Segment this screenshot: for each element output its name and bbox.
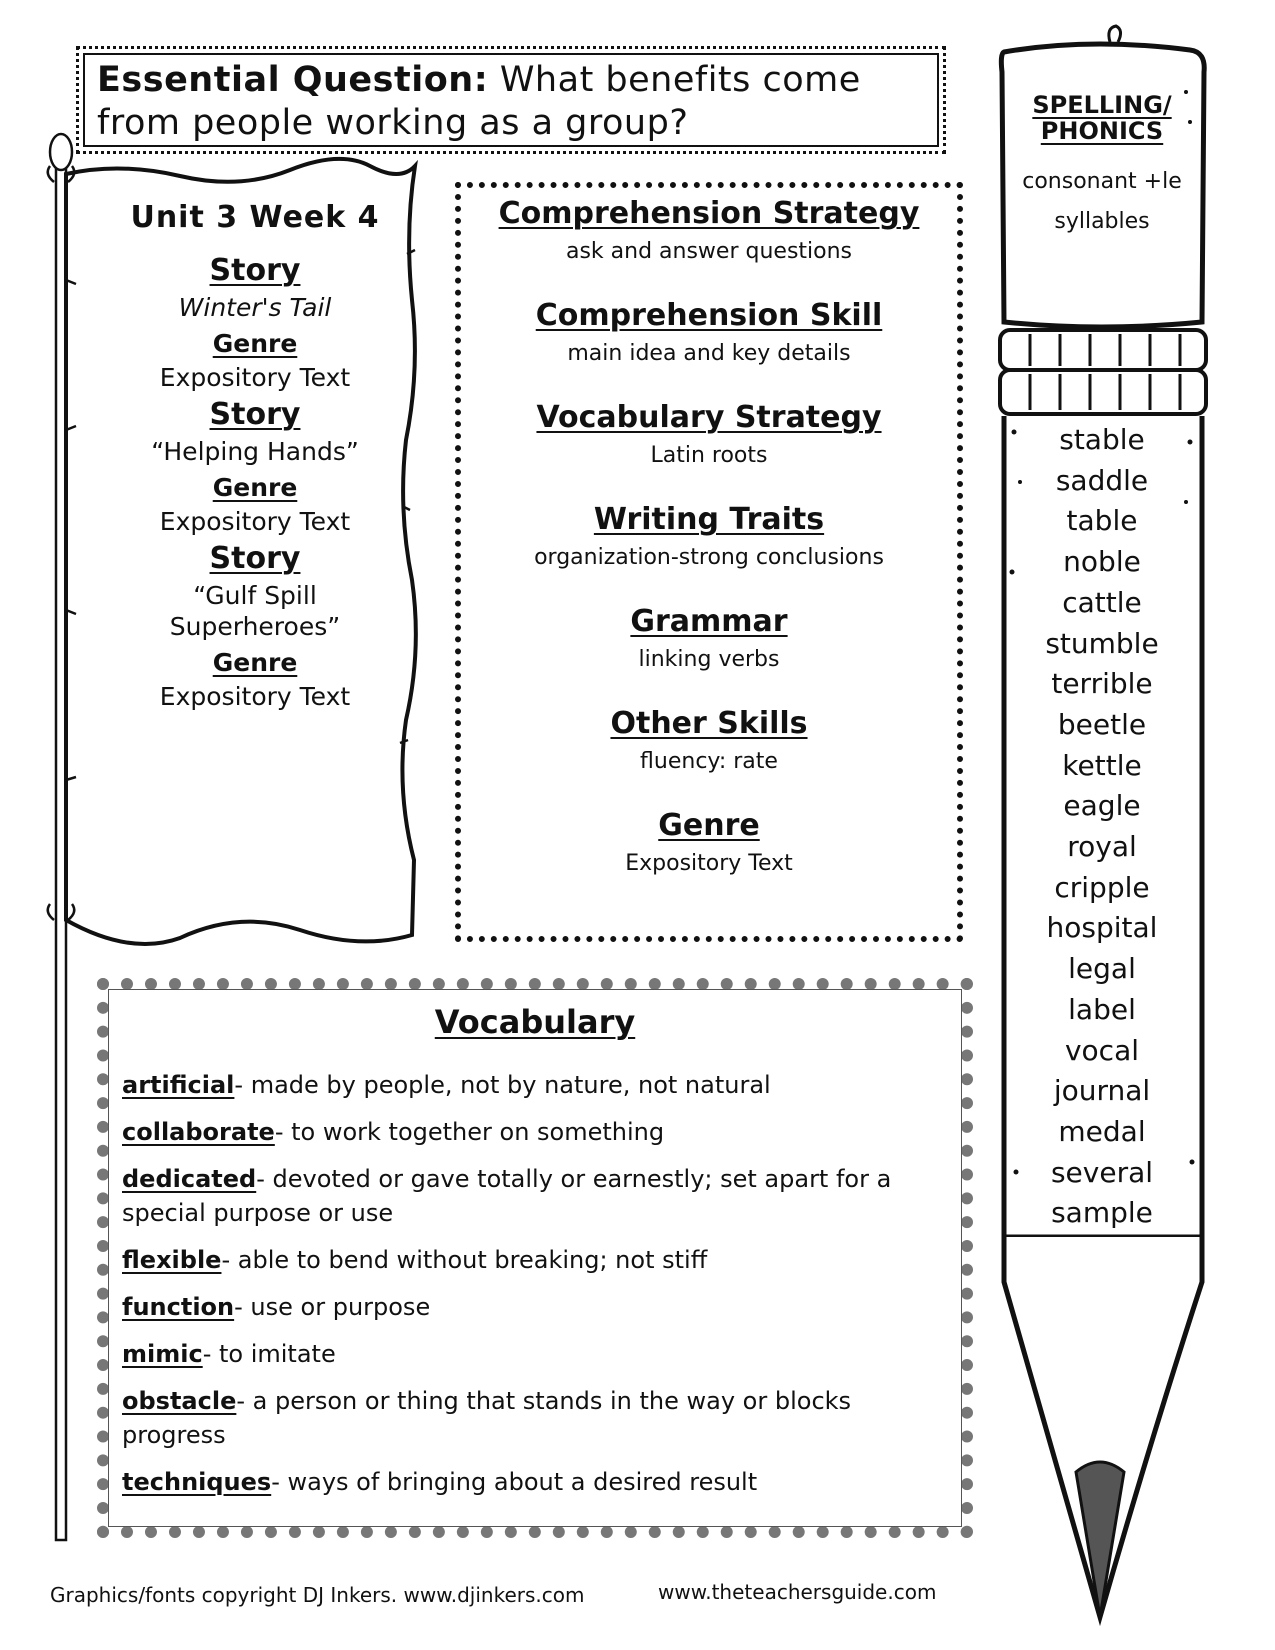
skill-heading: Writing Traits [593,502,825,537]
spelling-pattern-line2: syllables [1054,209,1150,234]
spelling-pattern [1012,162,1192,242]
skill-heading: Comprehension Strategy [498,196,920,231]
vocab-definition: - use or purpose [234,1293,431,1321]
vocab-definition: - to imitate [202,1340,336,1368]
vocab-word: function [122,1293,235,1321]
vocab-definition: - able to bend without breaking; not stiff [221,1246,708,1274]
vocab-item [122,1384,952,1452]
spelling-word: journal [1053,1074,1151,1108]
spelling-word: vocal [1064,1033,1140,1067]
spelling-word: hospital [1046,911,1158,945]
skill-value: main idea and key details [567,341,851,366]
essential-question-text: What benefits come from people working as a group? [97,60,861,143]
vocab-item [122,1162,952,1230]
vocab-word: techniques [122,1468,272,1496]
spelling-pattern-line1: consonant +le [1022,169,1182,194]
spelling-word: medal [1058,1114,1146,1148]
vocab-item [122,1068,952,1102]
vocab-word: artificial [122,1071,235,1099]
story-3-genre-label: Genre [212,648,298,677]
footer-website: www.theteachersguide.com [658,1580,937,1604]
spelling-title-line2: PHONICS [1040,117,1164,145]
skill-value: linking verbs [638,647,780,672]
spelling-word-list [1012,420,1192,1234]
spelling-word: beetle [1057,707,1147,741]
flag-content [95,200,415,712]
spelling-word: eagle [1063,789,1141,823]
story-2-genre: Expository Text [159,507,351,536]
spelling-word: royal [1067,830,1137,864]
vocabulary-title: Vocabulary [434,1003,636,1041]
story-2-title: “Helping Hands” [151,437,359,466]
vocab-word: mimic [122,1340,203,1368]
story-1-label: Story [209,253,301,288]
skills-list [470,196,948,910]
vocab-word: obstacle [122,1387,237,1415]
story-2-label: Story [209,397,301,432]
spelling-title-line1: SPELLING/ [1032,91,1172,119]
spelling-word: saddle [1055,463,1149,497]
skill-value: organization-strong conclusions [534,545,884,570]
skill-heading: Vocabulary Strategy [536,400,882,435]
spelling-word: noble [1063,545,1141,579]
spelling-word: kettle [1062,748,1142,782]
footer-copyright: Graphics/fonts copyright DJ Inkers. www.djinkers.com [50,1583,585,1607]
spelling-word: terrible [1051,667,1153,701]
story-1-genre: Expository Text [159,363,351,392]
vocab-item [122,1465,952,1499]
story-1-title: Winter's Tail [178,293,332,322]
story-3-label: Story [209,541,301,576]
unit-week-title: Unit 3 Week 4 [130,200,380,235]
vocab-definition: - ways of bringing about a desired result [271,1468,758,1496]
vocab-word: flexible [122,1246,222,1274]
vocab-item [122,1243,952,1277]
story-2-genre-label: Genre [212,473,298,502]
spelling-title [1012,92,1192,144]
spelling-word: cattle [1062,585,1142,619]
spelling-word: table [1066,504,1138,538]
vocab-definition: - a person or thing that stands in the way or blocks progress [122,1387,852,1449]
essential-question-label: Essential Question: [97,60,489,100]
spelling-word: cripple [1054,870,1150,904]
vocab-word: dedicated [122,1165,257,1193]
skill-value: Latin roots [650,443,768,468]
vocab-word: collaborate [122,1118,275,1146]
skill-value: fluency: rate [640,749,778,774]
story-3-genre: Expository Text [159,682,351,711]
vocab-item [122,1290,952,1324]
skill-heading: Genre [658,808,760,843]
vocabulary-list [122,1068,952,1512]
spelling-word: stumble [1045,626,1159,660]
vocab-definition: - to work together on something [274,1118,665,1146]
spelling-word: sample [1051,1196,1153,1230]
spelling-word: label [1068,992,1136,1026]
vocab-definition: - made by people, not by nature, not natural [234,1071,771,1099]
skill-value: Expository Text [625,851,793,876]
vocab-item [122,1115,952,1149]
story-3-title: “Gulf Spill Superheroes” [169,581,341,641]
spelling-word: stable [1059,423,1145,456]
vocab-item [122,1337,952,1371]
spelling-word: several [1050,1155,1154,1189]
skill-value: ask and answer questions [565,239,853,264]
skill-heading: Other Skills [610,706,808,741]
story-1-genre-label: Genre [212,329,298,358]
vocab-definition: - devoted or gave totally or earnestly; set apart for a special purpose or use [122,1165,892,1227]
skill-heading: Comprehension Skill [535,298,883,333]
skill-heading: Grammar [630,604,788,639]
spelling-word: legal [1068,952,1136,986]
